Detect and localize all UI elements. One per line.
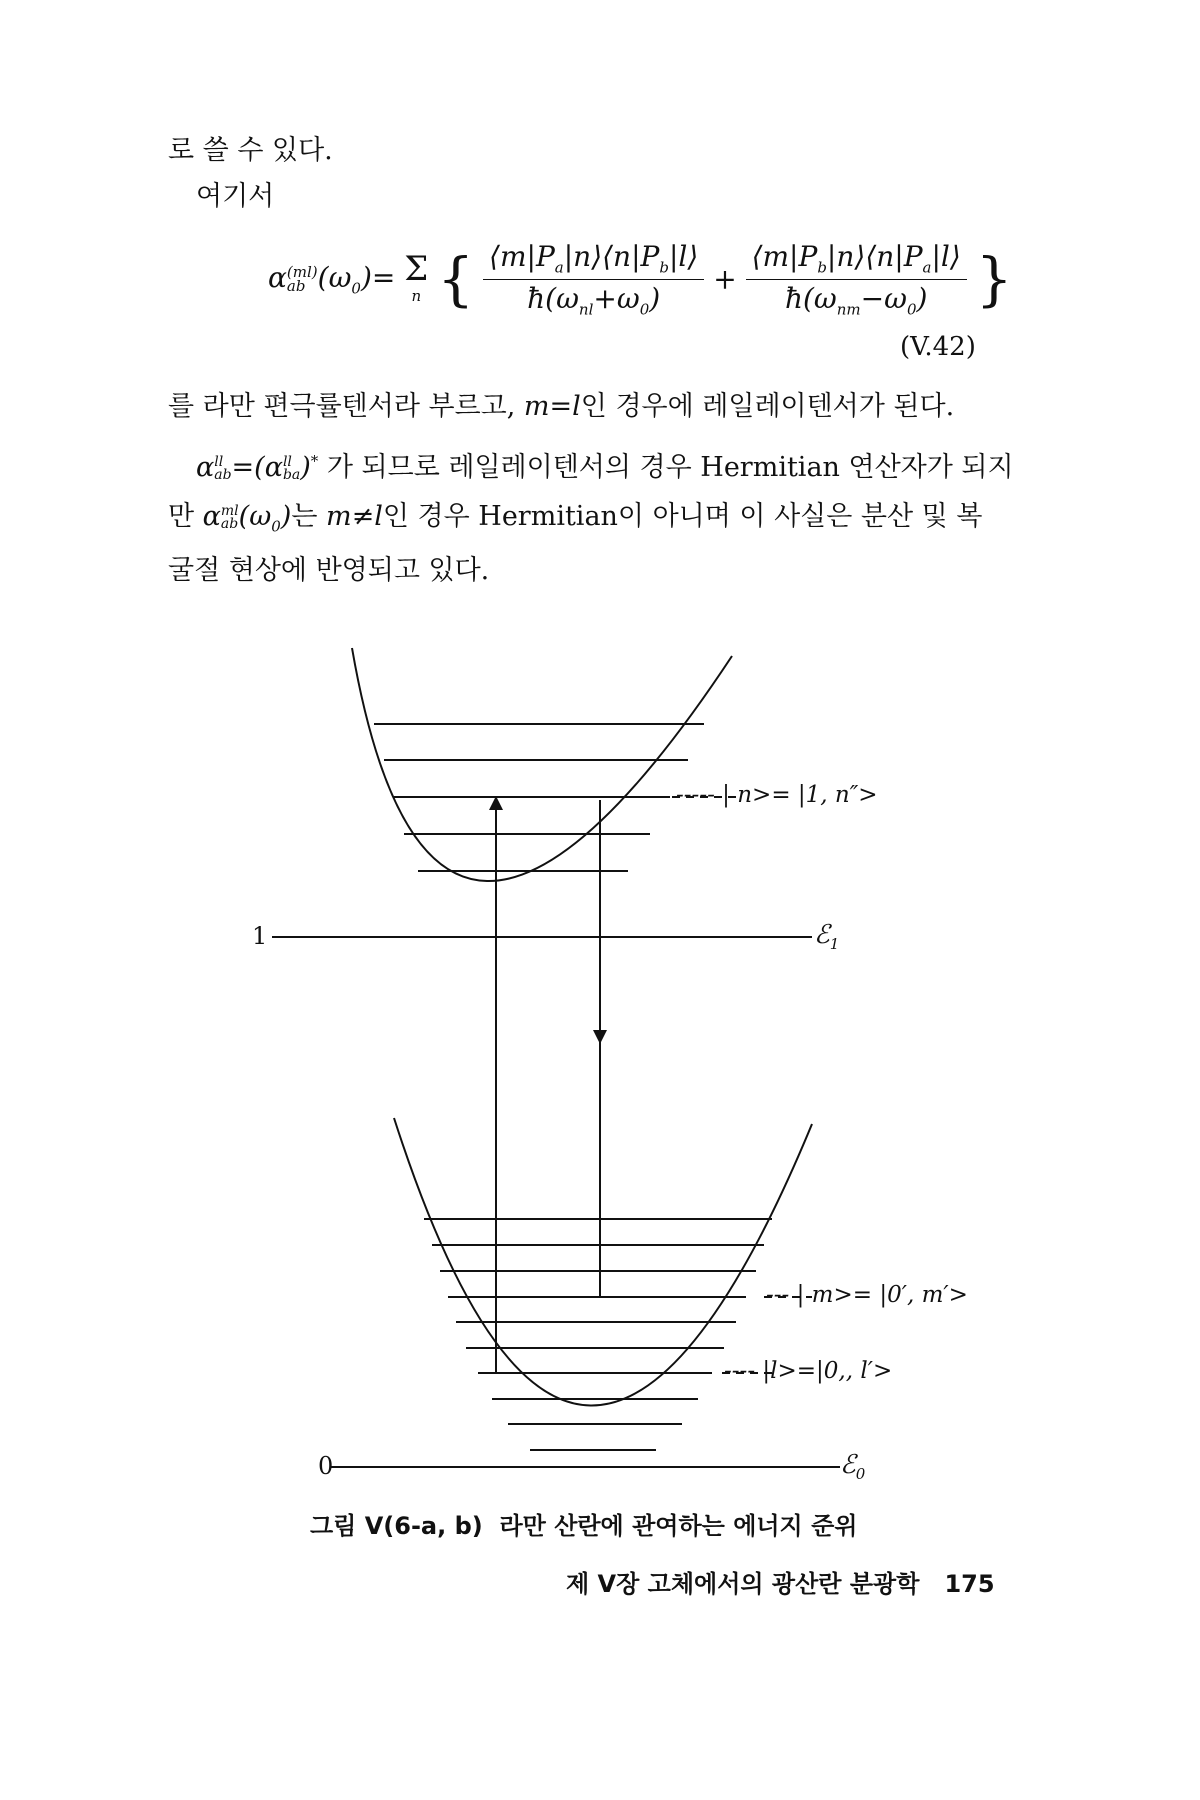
- excitation-arrow-head: [489, 796, 503, 810]
- state-l-label: ---- |l>=|0,, l′>: [724, 1358, 893, 1384]
- chapter-title: 제 V장 고체에서의 광산란 분광학: [566, 1570, 920, 1598]
- eq-lhs: α (ml) ab $(\omega_0)=$: [268, 260, 396, 298]
- figure-title: 라만 산란에 관여하는 에너지 준위: [499, 1512, 858, 1540]
- E0-label: ℰ$_0$: [840, 1450, 866, 1484]
- E1-label: ℰ$_1$: [814, 920, 840, 954]
- figure-number: 그림 V(6-a, b): [310, 1512, 483, 1540]
- fraction-term2: $\frac{⟨m|P_b|n⟩⟨n|P_a|l⟩}{ħ(\omega_{nm}-\omega_0)}$: [746, 240, 967, 318]
- text-line: 로 쓸 수 있다.: [168, 135, 333, 166]
- plus-sign: +: [713, 262, 737, 296]
- state-n-label: ----- | n>= |1, n″>: [676, 782, 878, 808]
- upper-potential-curve: [352, 648, 732, 881]
- left-brace: {: [437, 245, 475, 314]
- running-footer: [566, 1564, 995, 1599]
- level-0-label: 0: [318, 1452, 334, 1480]
- equation-number: (V.42): [900, 332, 976, 362]
- text-line: 굴절 현상에 반영되고 있다.: [168, 555, 490, 586]
- fraction-term1: $\frac{⟨m|P_a|n⟩⟨n|P_b|l⟩}{ħ(\omega_{nl}+\omega_0)}$: [483, 240, 704, 318]
- text-line: α ll ab =(α ll ba )* 가 되므로 레일레이텐서의 경우 Hermitian 연산자가 되지: [196, 452, 1014, 483]
- level-1-label: 1: [252, 922, 268, 950]
- sum-symbol: Σ n: [404, 249, 429, 306]
- right-brace: }: [975, 245, 1013, 314]
- text-line: 만 α ml ab $(\omega_0)$는 m≠l인 경우 Hermitian이 아니며 이 사실은 분산 및 복: [168, 501, 983, 536]
- state-m-label: --- | m>= |0′, m′>: [766, 1282, 968, 1308]
- figure-caption: [310, 1506, 857, 1541]
- page-number: 175: [944, 1570, 995, 1598]
- text-line: 를 라만 편극률텐서라 부르고, m=l인 경우에 레일레이텐서가 된다.: [168, 391, 955, 422]
- text-line: 여기서: [196, 181, 275, 212]
- emission-arrow-head: [593, 1030, 607, 1044]
